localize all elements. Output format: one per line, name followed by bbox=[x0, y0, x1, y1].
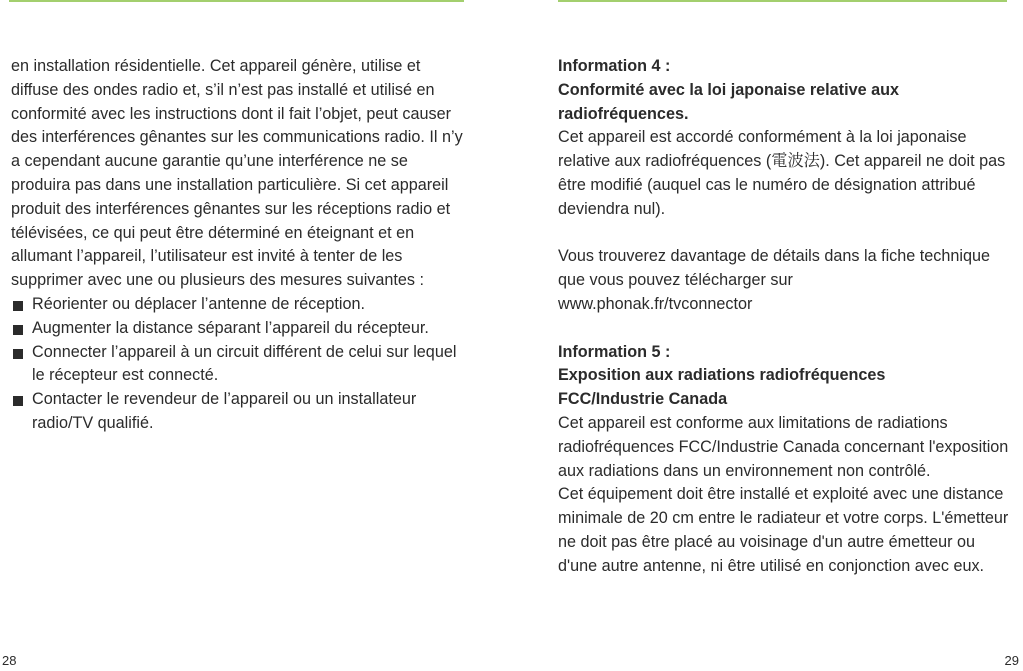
info5-body-1: Cet appareil est conforme aux limitations de radiations radiofréquences FCC/Industrie Canada concernant l'exposition aux radiations dans un environnement non contrôlé. bbox=[558, 413, 1009, 480]
list-item-text: Connecter l’appareil à un circuit différent de celui sur lequel le récepteur est connecté. bbox=[32, 342, 457, 385]
spacer bbox=[558, 317, 1013, 341]
info4-body: Cet appareil est accordé conformément à la loi japonaise relative aux radiofréquences (電波法). Cet appareil ne doit pas être modifié (auquel cas le numéro de désignation attribué deviendra nul). bbox=[558, 128, 1006, 218]
list-item bbox=[11, 388, 467, 436]
top-rule-left bbox=[9, 0, 464, 2]
page-number-right: 29 bbox=[1004, 653, 1019, 668]
info5-heading-number: Information 5 : bbox=[558, 342, 671, 361]
list-item-text: Augmenter la distance séparant l’appareil du récepteur. bbox=[32, 318, 429, 337]
datasheet-url[interactable]: www.phonak.fr/tvconnector bbox=[558, 294, 753, 313]
square-bullet-icon bbox=[13, 349, 23, 359]
page-number-left: 28 bbox=[2, 653, 17, 668]
right-page-column bbox=[558, 55, 1013, 579]
mitigation-list bbox=[11, 293, 467, 436]
list-item bbox=[11, 293, 467, 317]
list-item-text: Contacter le revendeur de l’appareil ou un installateur radio/TV qualifié. bbox=[32, 390, 417, 432]
more-info-text: Vous trouverez davantage de détails dans la fiche technique que vous pouvez télécharger sur bbox=[558, 247, 990, 290]
spacer bbox=[558, 222, 1013, 246]
info4-heading bbox=[558, 55, 1013, 126]
info4-heading-title: Conformité avec la loi japonaise relative aux radiofréquences. bbox=[558, 80, 899, 123]
list-item bbox=[11, 341, 467, 389]
more-info-paragraph bbox=[558, 245, 1013, 316]
info5-body-2: Cet équipement doit être installé et exploité avec une distance minimale de 20 cm entre le radiateur et votre corps. L'émetteur ne doit pas être placé au voisinage d'un autre émetteur ou d'une autre antenne, ni être utilisé en conjonction avec eux. bbox=[558, 485, 1009, 575]
info5-heading-subtitle: FCC/Industrie Canada bbox=[558, 390, 728, 409]
list-item-text: Réorienter ou déplacer l’antenne de réception. bbox=[32, 294, 365, 313]
left-page-column bbox=[11, 55, 467, 436]
info5-heading bbox=[558, 341, 1013, 412]
square-bullet-icon bbox=[13, 301, 23, 311]
intro-paragraph: en installation résidentielle. Cet appareil génère, utilise et diffuse des ondes radio et, s’il n’est pas installé et utilisé en conformité avec les instructions dont il fait l’objet, peut causer des interférences gênantes sur les communications radio. Il n’y a cependant aucune garantie qu’une interférence ne se produira pas dans une installation particulière. Si cet appareil produit des interférences gênantes sur les réceptions radio et télévisées, ce qui peut être déterminé en éteignant et en allumant l’appareil, l’utilisateur est invité à tenter de les supprimer avec une ou plusieurs des mesures suivantes : bbox=[11, 57, 463, 290]
square-bullet-icon bbox=[13, 396, 23, 406]
info5-heading-title: Exposition aux radiations radiofréquences bbox=[558, 366, 886, 385]
square-bullet-icon bbox=[13, 325, 23, 335]
top-rule-right bbox=[558, 0, 1007, 2]
info4-heading-number: Information 4 : bbox=[558, 57, 671, 75]
list-item bbox=[11, 317, 467, 341]
